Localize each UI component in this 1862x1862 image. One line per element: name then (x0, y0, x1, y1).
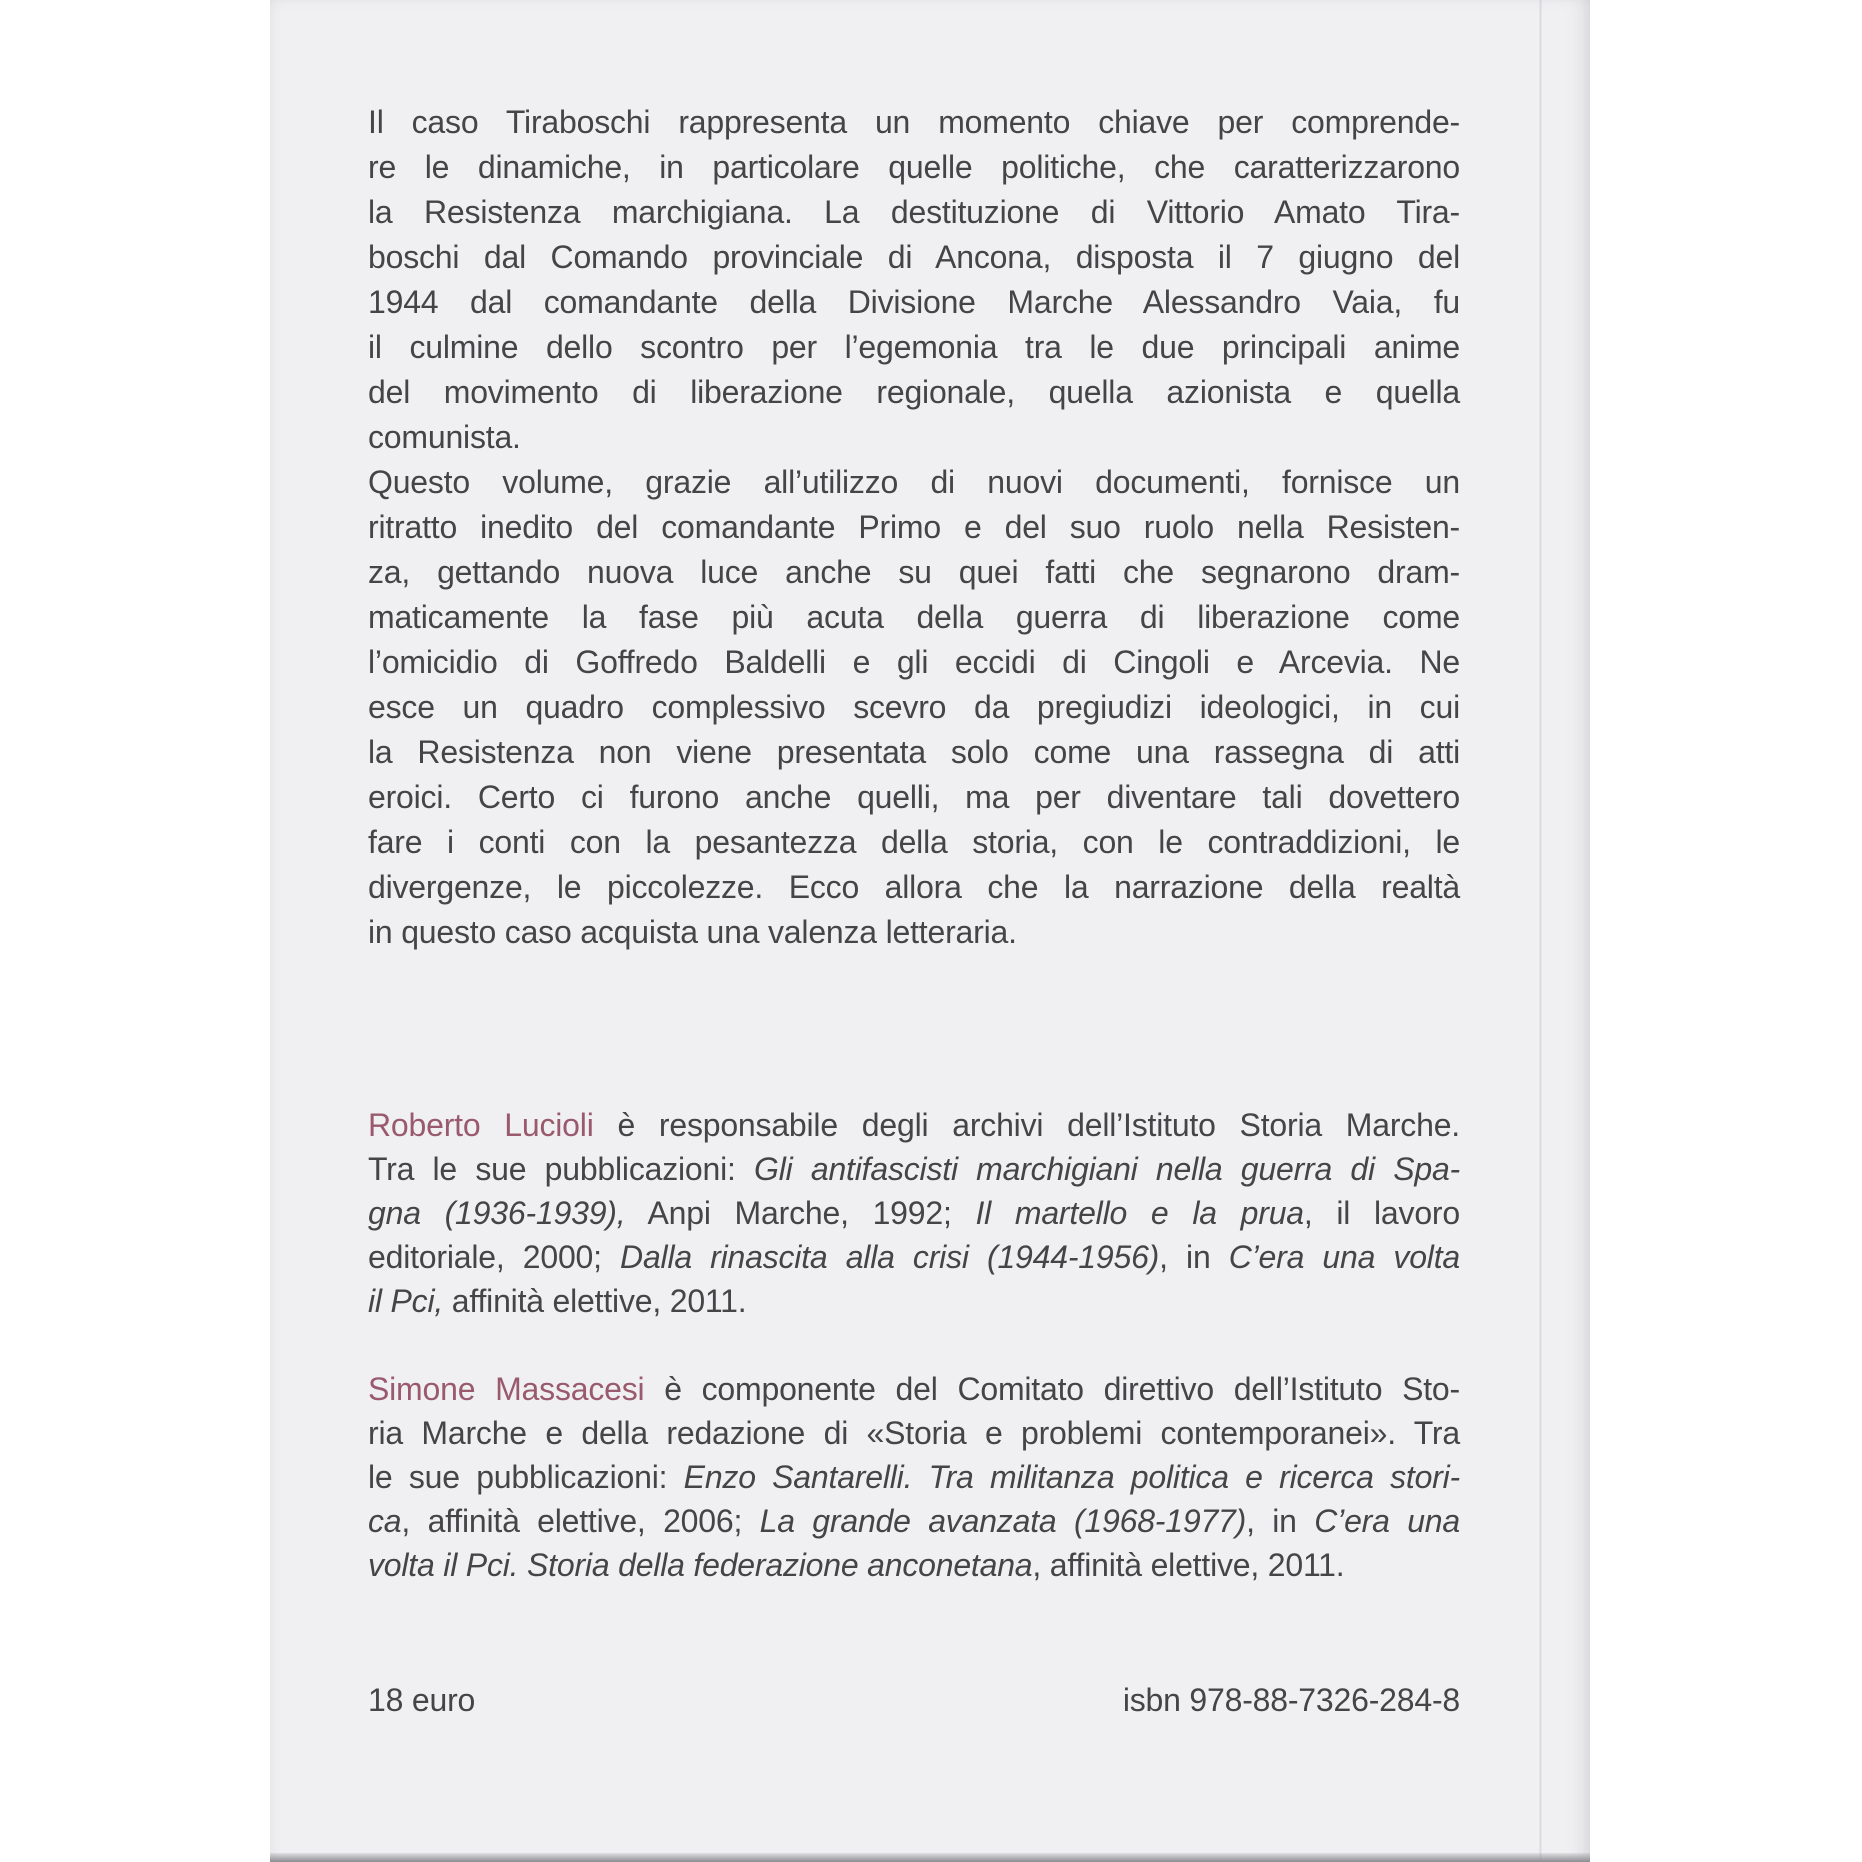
text-line: le sue pubblicazioni: Enzo Santarelli. Tra militanza politica e ricerca stori- (368, 1459, 1460, 1495)
text-line: in questo caso acquista una valenza letteraria. (368, 914, 1017, 950)
text-line: za, gettando nuova luce anche su quei fatti che segnarono dram- (368, 554, 1460, 590)
text-line: ria Marche e della redazione di «Storia e problemi contemporanei». Tra (368, 1415, 1460, 1451)
author-bio-massacesi (368, 1367, 1460, 1587)
text-line: Questo volume, grazie all’utilizzo di nuovi documenti, fornisce un (368, 464, 1460, 500)
text-line: Simone Massacesi è componente del Comitato direttivo dell’Istituto Sto- (368, 1371, 1460, 1407)
text-line: ca, affinità elettive, 2006; La grande avanzata (1968-1977), in C’era una (368, 1503, 1460, 1539)
text-line: boschi dal Comando provinciale di Ancona, disposta il 7 giugno del (368, 239, 1460, 275)
text-line: 1944 dal comandante della Divisione Marche Alessandro Vaia, fu (368, 284, 1460, 320)
cover-footer (368, 1678, 1460, 1723)
cover-crease (1539, 0, 1542, 1862)
text-line: la Resistenza marchigiana. La destituzione di Vittorio Amato Tira- (368, 194, 1460, 230)
text-line: esce un quadro complessivo scevro da pregiudizi ideologici, in cui (368, 689, 1460, 725)
text-line: re le dinamiche, in particolare quelle politiche, che caratterizzarono (368, 149, 1460, 185)
book-back-cover (270, 0, 1590, 1862)
text-line: gna (1936-1939), Anpi Marche, 1992; Il martello e la prua, il lavoro (368, 1195, 1460, 1231)
text-line: del movimento di liberazione regionale, quella azionista e quella (368, 374, 1460, 410)
synopsis-text (368, 100, 1460, 955)
text-line: l’omicidio di Goffredo Baldelli e gli eccidi di Cingoli e Arcevia. Ne (368, 644, 1460, 680)
text-line: la Resistenza non viene presentata solo come una rassegna di atti (368, 734, 1460, 770)
text-line: il Pci, affinità elettive, 2011. (368, 1283, 747, 1319)
author-name: Roberto Lucioli (368, 1107, 594, 1143)
author-name: Simone Massacesi (368, 1371, 645, 1407)
book-bottom-edge (270, 1853, 1590, 1862)
text-line: il culmine dello scontro per l’egemonia tra le due principali anime (368, 329, 1460, 365)
text-line: Il caso Tiraboschi rappresenta un momento chiave per comprende- (368, 104, 1460, 140)
author-bio-lucioli (368, 1103, 1460, 1323)
isbn-label: isbn 978-88-7326-284-8 (1122, 1682, 1460, 1718)
text-line: fare i conti con la pesantezza della storia, con le contraddizioni, le (368, 824, 1460, 860)
text-line: maticamente la fase più acuta della guerra di liberazione come (368, 599, 1460, 635)
text-line: Roberto Lucioli è responsabile degli archivi dell’Istituto Storia Marche. (368, 1107, 1460, 1143)
text-line: Tra le sue pubblicazioni: Gli antifascisti marchigiani nella guerra di Spa- (368, 1151, 1461, 1187)
text-line: ritratto inedito del comandante Primo e del suo ruolo nella Resisten- (368, 509, 1460, 545)
text-line: divergenze, le piccolezze. Ecco allora che la narrazione della realtà (368, 869, 1460, 905)
price-label: 18 euro (368, 1682, 476, 1718)
text-line: comunista. (368, 419, 521, 455)
text-line: editoriale, 2000; Dalla rinascita alla crisi (1944-1956), in C’era una volta (368, 1239, 1460, 1275)
text-line: volta il Pci. Storia della federazione anconetana, affinità elettive, 2011. (368, 1547, 1345, 1583)
text-line: eroici. Certo ci furono anche quelli, ma per diventare tali dovettero (368, 779, 1460, 815)
